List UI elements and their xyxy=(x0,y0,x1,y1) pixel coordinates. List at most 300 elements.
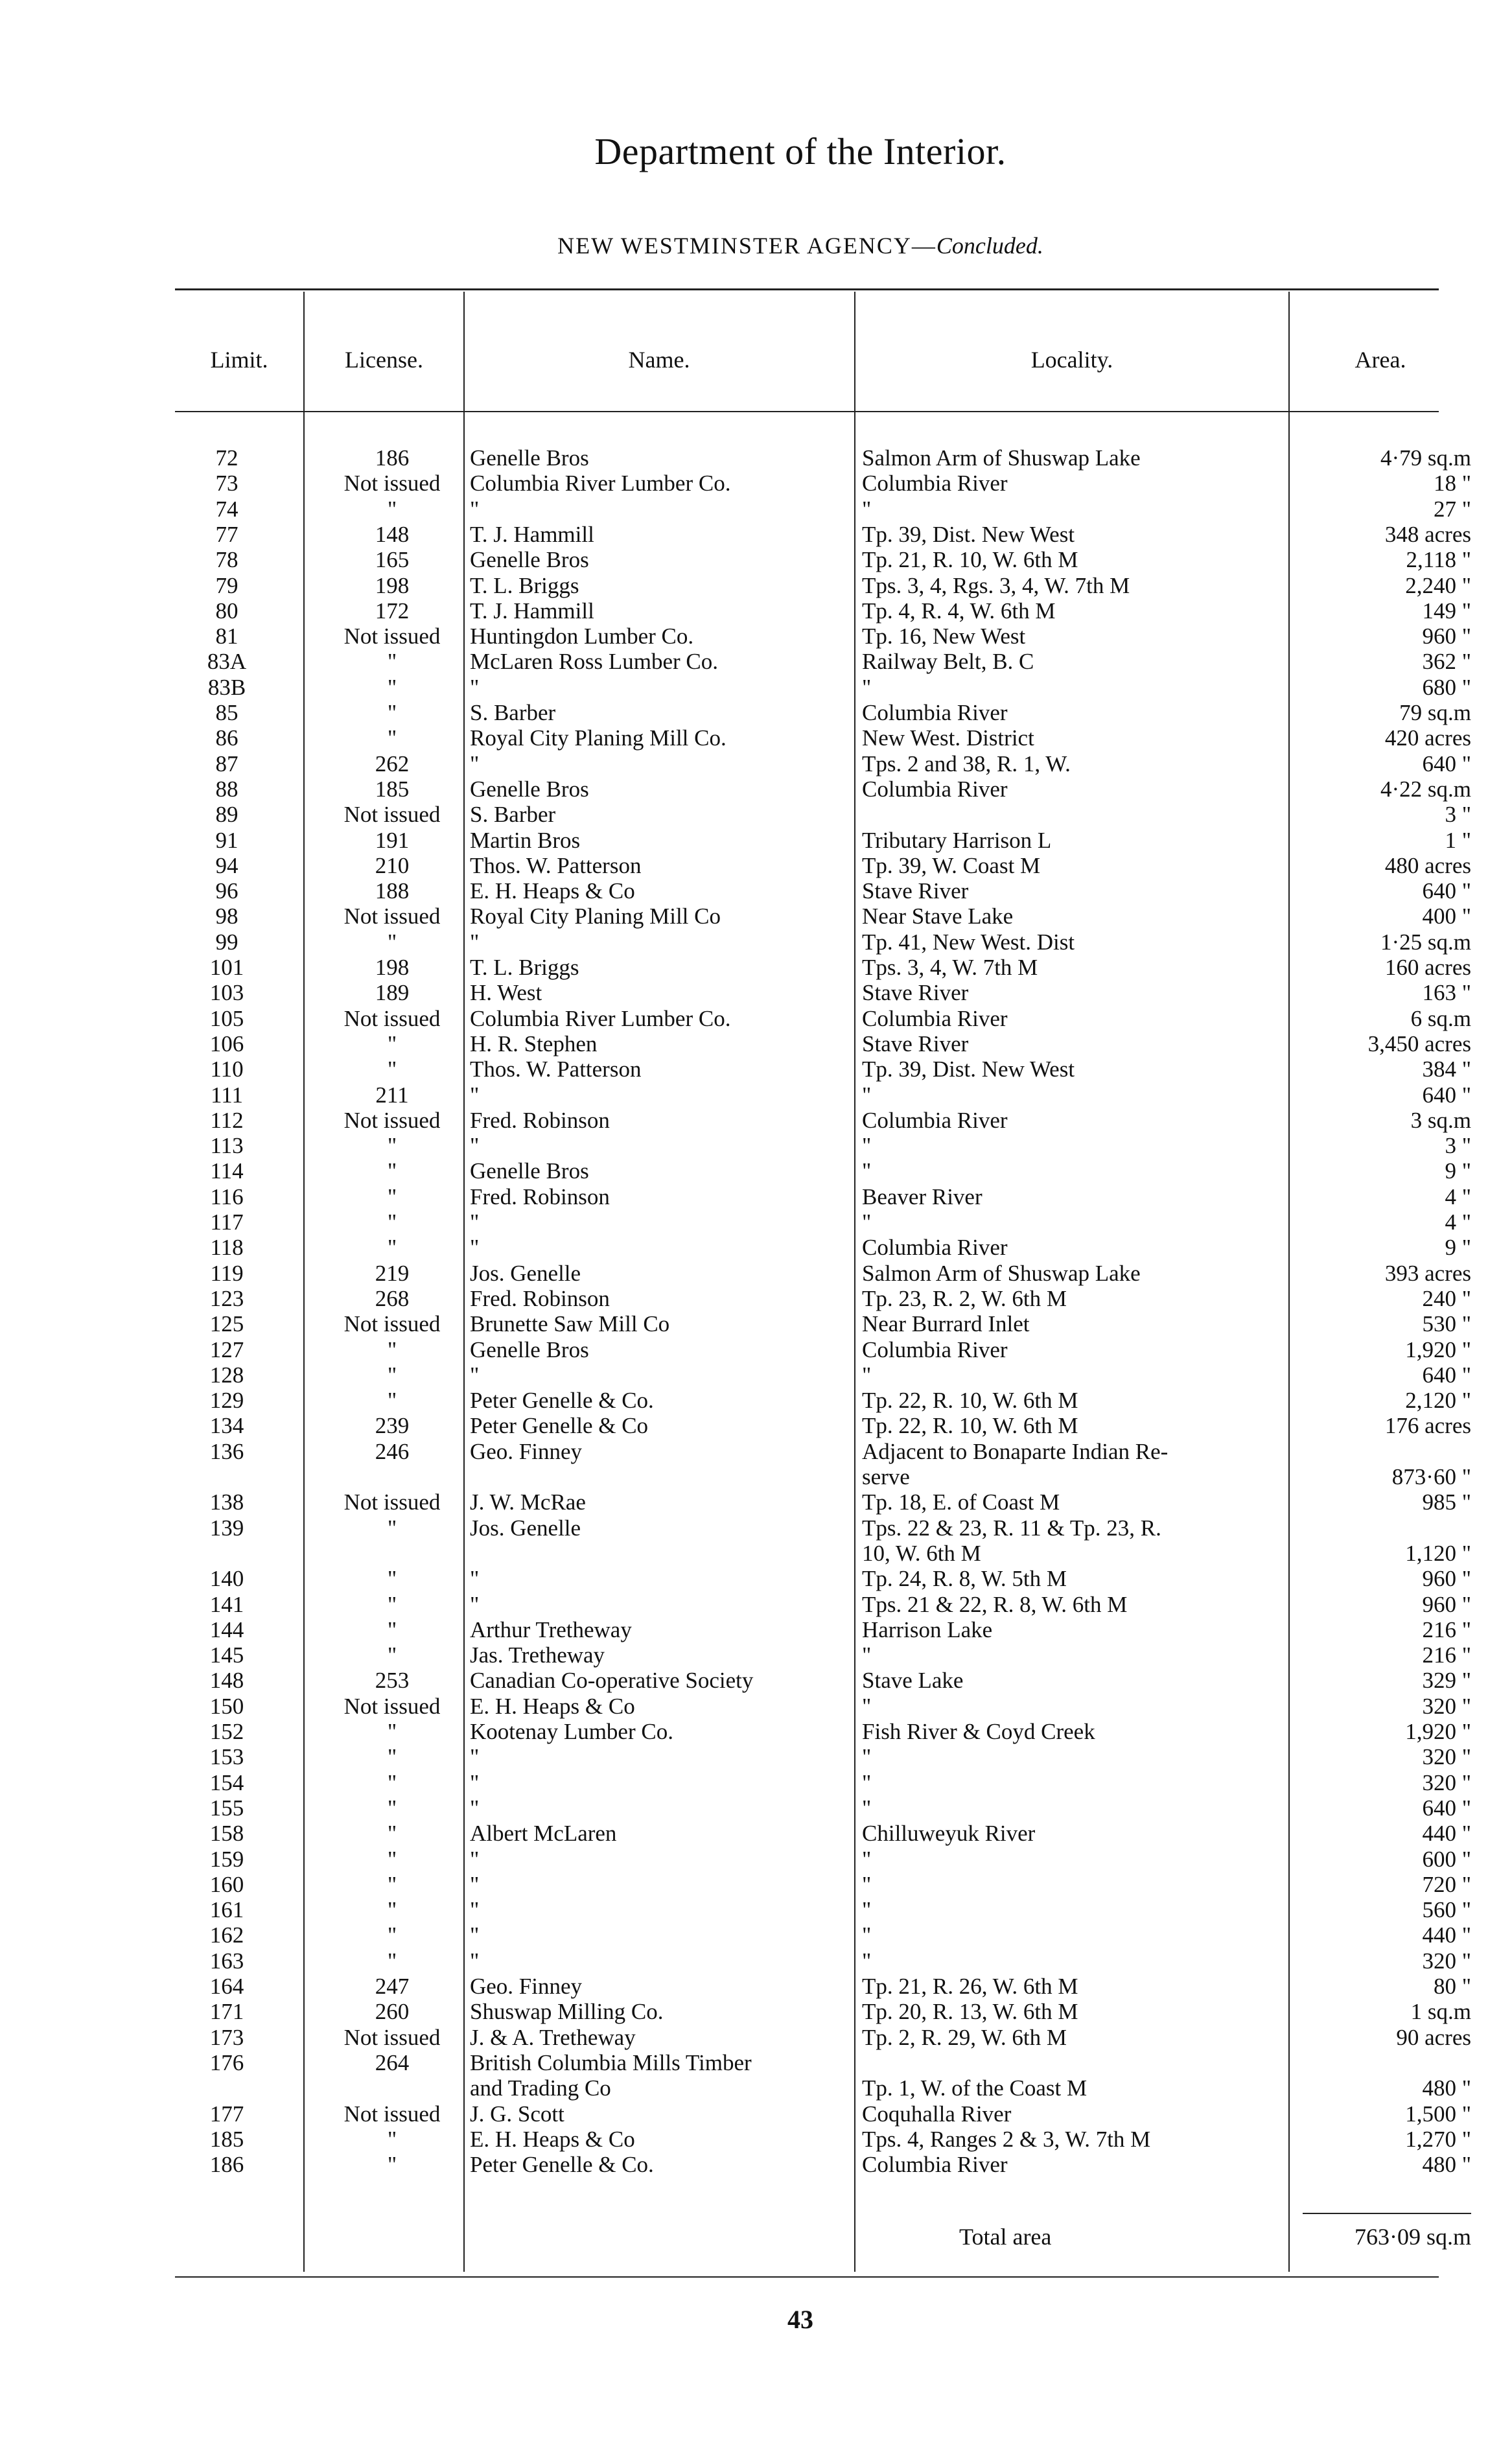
name-cell: Thos. W. Patterson xyxy=(470,852,642,878)
limit-cell: 74 xyxy=(215,496,238,522)
table-row xyxy=(0,547,1512,573)
locality-cell: Tributary Harrison L xyxy=(862,827,1052,853)
name-cell: Canadian Co-operative Society xyxy=(470,1668,754,1694)
limit-cell: 160 xyxy=(209,1871,244,1897)
license-cell: 191 xyxy=(375,827,410,853)
table-row xyxy=(0,1897,1512,1923)
locality-cell: Columbia River xyxy=(862,471,1008,496)
name-cell: " xyxy=(470,1566,480,1592)
header-top-rule xyxy=(175,288,1439,290)
area-cell: 320 " xyxy=(1422,1769,1471,1795)
name-cell: " xyxy=(470,1591,480,1617)
name-cell: Albert McLaren xyxy=(470,1821,617,1847)
locality-cell: Beaver River xyxy=(862,1184,983,1209)
limit-cell: 72 xyxy=(215,445,238,471)
name-cell: Thos. W. Patterson xyxy=(470,1056,642,1082)
license-cell: Not issued xyxy=(343,624,441,649)
license-cell: Not issued xyxy=(343,1107,441,1133)
table-row xyxy=(0,1439,1512,1465)
locality-cell: Tp. 1, W. of the Coast M xyxy=(862,2075,1087,2101)
table-row xyxy=(0,1006,1512,1032)
license-cell: 239 xyxy=(375,1413,410,1439)
name-cell: Geo. Finney xyxy=(470,1974,583,1999)
limit-cell: 186 xyxy=(209,2152,244,2178)
table-row xyxy=(0,1948,1512,1974)
table-row xyxy=(0,2127,1512,2153)
table-row xyxy=(0,496,1512,522)
locality-cell: " xyxy=(862,1158,872,1184)
license-cell: " xyxy=(387,1362,397,1388)
limit-cell: 106 xyxy=(209,1031,244,1056)
subtitle-concluded: Concluded. xyxy=(936,233,1043,259)
name-cell: " xyxy=(470,1795,480,1821)
limit-cell: 162 xyxy=(209,1922,244,1948)
table-row xyxy=(0,1515,1512,1541)
table-row xyxy=(0,1286,1512,1312)
area-cell: 6 sq.m xyxy=(1410,1005,1471,1031)
name-cell: E. H. Heaps & Co xyxy=(470,878,635,904)
table-row xyxy=(0,853,1512,879)
column-header-license: License. xyxy=(345,347,423,373)
name-cell: " xyxy=(470,929,480,955)
table-row xyxy=(0,1795,1512,1821)
area-cell: 160 acres xyxy=(1384,955,1471,980)
locality-cell: " xyxy=(862,674,872,700)
license-cell: " xyxy=(387,1056,397,1082)
limit-cell: 141 xyxy=(209,1591,244,1617)
license-cell: " xyxy=(387,1846,397,1872)
license-cell: 247 xyxy=(375,1974,410,1999)
table-row xyxy=(0,675,1512,701)
name-cell: Genelle Bros xyxy=(470,1158,589,1184)
license-cell: Not issued xyxy=(343,2024,441,2050)
license-cell: 198 xyxy=(375,572,410,598)
name-cell: Peter Genelle & Co. xyxy=(470,2152,654,2178)
table-row xyxy=(0,522,1512,548)
name-cell: " xyxy=(470,1769,480,1795)
locality-cell: Columbia River xyxy=(862,1005,1008,1031)
area-cell: 680 " xyxy=(1422,674,1471,700)
locality-cell: 10, W. 6th M xyxy=(862,1540,981,1566)
column-header-locality: Locality. xyxy=(1030,347,1113,373)
limit-cell: 91 xyxy=(215,827,238,853)
table-row xyxy=(0,751,1512,777)
locality-cell: " xyxy=(862,1897,872,1923)
locality-cell: " xyxy=(862,1642,872,1668)
name-cell: H. R. Stephen xyxy=(470,1031,598,1056)
column-header-area: Area. xyxy=(1355,347,1406,373)
area-cell: 2,118 " xyxy=(1406,547,1471,573)
table-row xyxy=(0,1694,1512,1720)
area-cell: 240 " xyxy=(1422,1285,1471,1311)
license-cell: " xyxy=(387,725,397,751)
table-row xyxy=(0,1362,1512,1388)
area-cell: 640 " xyxy=(1422,1362,1471,1388)
limit-cell: 85 xyxy=(215,700,238,725)
license-cell: 253 xyxy=(375,1668,410,1694)
area-cell: 1·25 sq.m xyxy=(1380,929,1471,955)
table-row xyxy=(0,1744,1512,1770)
table-row xyxy=(0,1668,1512,1694)
table-row xyxy=(0,1999,1512,2025)
table-row xyxy=(0,1235,1512,1261)
name-cell: " xyxy=(470,1362,480,1388)
locality-cell: " xyxy=(862,496,872,522)
locality-cell: " xyxy=(862,1846,872,1872)
name-cell: Genelle Bros xyxy=(470,1336,589,1362)
limit-cell: 153 xyxy=(209,1744,244,1770)
limit-cell: 83B xyxy=(207,674,246,700)
limit-cell: 112 xyxy=(210,1107,244,1133)
name-cell: " xyxy=(470,1922,480,1948)
table-row xyxy=(0,1974,1512,2000)
table-row xyxy=(0,802,1512,828)
license-cell: " xyxy=(387,1209,397,1235)
license-cell: 188 xyxy=(375,878,410,904)
limit-cell: 144 xyxy=(209,1616,244,1642)
license-cell: " xyxy=(387,2152,397,2178)
area-cell: 9 " xyxy=(1445,1158,1471,1184)
table-row xyxy=(0,1413,1512,1439)
name-cell: E. H. Heaps & Co xyxy=(470,2126,635,2152)
table-row xyxy=(0,828,1512,854)
locality-cell: Columbia River xyxy=(862,1235,1008,1261)
table-row xyxy=(0,1388,1512,1414)
table-row xyxy=(0,649,1512,675)
table-row xyxy=(0,598,1512,624)
license-cell: Not issued xyxy=(343,1693,441,1719)
table-row xyxy=(0,445,1512,471)
locality-cell: Tp. 18, E. of Coast M xyxy=(862,1489,1060,1515)
license-cell: " xyxy=(387,1031,397,1056)
limit-cell: 163 xyxy=(209,1948,244,1974)
area-cell: 329 " xyxy=(1422,1668,1471,1694)
name-cell: " xyxy=(470,1082,480,1108)
locality-cell: " xyxy=(862,1362,872,1388)
table-row xyxy=(0,1082,1512,1108)
name-cell: J. G. Scott xyxy=(470,2101,564,2127)
locality-cell: Chilluweyuk River xyxy=(862,1821,1036,1847)
name-cell: H. West xyxy=(470,980,542,1006)
table-row xyxy=(0,955,1512,981)
area-cell: 3,450 acres xyxy=(1367,1031,1471,1056)
area-cell: 1 " xyxy=(1445,827,1471,853)
locality-cell: Tp. 41, New West. Dist xyxy=(862,929,1075,955)
limit-cell: 161 xyxy=(209,1897,244,1923)
area-cell: 216 " xyxy=(1422,1642,1471,1668)
table-row xyxy=(0,1617,1512,1643)
name-cell: J. W. McRae xyxy=(470,1489,586,1515)
license-cell: 264 xyxy=(375,2049,410,2075)
table-row xyxy=(0,1337,1512,1363)
name-cell: Arthur Tretheway xyxy=(470,1616,632,1642)
limit-cell: 83A xyxy=(207,649,247,675)
total-rule xyxy=(1303,2213,1471,2214)
table-row xyxy=(0,1821,1512,1847)
limit-cell: 171 xyxy=(209,1999,244,2025)
name-cell: Genelle Bros xyxy=(470,445,589,471)
name-cell: British Columbia Mills Timber xyxy=(470,2049,752,2075)
table-row xyxy=(0,2075,1512,2101)
license-cell: " xyxy=(387,1642,397,1668)
license-cell: 198 xyxy=(375,955,410,980)
name-cell: T. L. Briggs xyxy=(470,955,579,980)
table-row xyxy=(0,471,1512,496)
area-cell: 2,240 " xyxy=(1405,572,1471,598)
locality-cell: Stave River xyxy=(862,980,969,1006)
locality-cell: Columbia River xyxy=(862,2152,1008,2178)
area-cell: 9 " xyxy=(1445,1235,1471,1261)
limit-cell: 80 xyxy=(215,598,238,624)
table-row xyxy=(0,878,1512,904)
name-cell: Royal City Planing Mill Co xyxy=(470,904,721,929)
table-row xyxy=(0,904,1512,929)
limit-cell: 117 xyxy=(210,1209,244,1235)
license-cell: " xyxy=(387,1821,397,1847)
area-cell: 320 " xyxy=(1422,1744,1471,1770)
limit-cell: 103 xyxy=(209,980,244,1006)
name-cell: " xyxy=(470,1846,480,1872)
total-area-label: Total area xyxy=(959,2224,1052,2250)
license-cell: 268 xyxy=(375,1285,410,1311)
limit-cell: 116 xyxy=(210,1184,244,1209)
locality-cell: " xyxy=(862,1922,872,1948)
license-cell: 185 xyxy=(375,776,410,802)
locality-cell: " xyxy=(862,1744,872,1770)
locality-cell: " xyxy=(862,1209,872,1235)
locality-cell: Columbia River xyxy=(862,700,1008,725)
table-row xyxy=(0,1847,1512,1873)
table-bottom-rule xyxy=(175,2276,1439,2278)
name-cell: Fred. Robinson xyxy=(470,1107,610,1133)
license-cell: " xyxy=(387,649,397,675)
limit-cell: 125 xyxy=(209,1311,244,1337)
area-cell: 600 " xyxy=(1422,1846,1471,1872)
area-cell: 1,920 " xyxy=(1405,1336,1471,1362)
license-cell: " xyxy=(387,1795,397,1821)
limit-cell: 152 xyxy=(209,1719,244,1744)
limit-cell: 88 xyxy=(215,776,238,802)
limit-cell: 129 xyxy=(209,1388,244,1414)
name-cell: Peter Genelle & Co. xyxy=(470,1388,654,1414)
locality-cell: Coquhalla River xyxy=(862,2101,1012,2127)
area-cell: 560 " xyxy=(1422,1897,1471,1923)
name-cell: " xyxy=(470,674,480,700)
name-cell: Shuswap Milling Co. xyxy=(470,1999,664,2025)
table-row xyxy=(0,700,1512,726)
name-cell: and Trading Co xyxy=(470,2075,611,2101)
area-cell: 480 " xyxy=(1422,2075,1471,2101)
limit-cell: 158 xyxy=(209,1821,244,1847)
area-cell: 530 " xyxy=(1422,1311,1471,1337)
locality-cell: Tp. 22, R. 10, W. 6th M xyxy=(862,1388,1078,1414)
agency-subtitle xyxy=(0,232,1512,259)
locality-cell: Stave River xyxy=(862,878,969,904)
table-row xyxy=(0,1566,1512,1592)
area-cell: 1,920 " xyxy=(1405,1719,1471,1744)
locality-cell: Columbia River xyxy=(862,1107,1008,1133)
locality-cell: Tp. 4, R. 4, W. 6th M xyxy=(862,598,1056,624)
license-cell: " xyxy=(387,1133,397,1159)
table-row xyxy=(0,1489,1512,1515)
table-row xyxy=(0,1031,1512,1057)
name-cell: Columbia River Lumber Co. xyxy=(470,471,731,496)
limit-cell: 155 xyxy=(209,1795,244,1821)
limit-cell: 136 xyxy=(209,1438,244,1464)
area-cell: 384 " xyxy=(1422,1056,1471,1082)
locality-cell: Tp. 16, New West xyxy=(862,624,1026,649)
area-cell: 4 " xyxy=(1445,1184,1471,1209)
license-cell: Not issued xyxy=(343,1311,441,1337)
page-title: Department of the Interior. xyxy=(594,130,1006,172)
locality-cell: Tps. 3, 4, W. 7th M xyxy=(862,955,1038,980)
license-cell: " xyxy=(387,1744,397,1770)
area-cell: 3 " xyxy=(1445,802,1471,828)
agency-name: NEW WESTMINSTER AGENCY— xyxy=(557,233,936,259)
area-cell: 149 " xyxy=(1422,598,1471,624)
license-cell: " xyxy=(387,1336,397,1362)
name-cell: Royal City Planing Mill Co. xyxy=(470,725,727,751)
area-cell: 1,270 " xyxy=(1405,2126,1471,2152)
name-cell: Genelle Bros xyxy=(470,547,589,573)
license-cell: 165 xyxy=(375,547,410,573)
license-cell: " xyxy=(387,1769,397,1795)
area-cell: 80 " xyxy=(1433,1974,1471,1999)
area-cell: 3 " xyxy=(1445,1133,1471,1159)
area-cell: 176 acres xyxy=(1384,1413,1471,1439)
area-cell: 348 acres xyxy=(1384,521,1471,547)
table-row xyxy=(0,1872,1512,1898)
limit-cell: 173 xyxy=(209,2024,244,2050)
locality-cell: Columbia River xyxy=(862,1336,1008,1362)
locality-cell: Tp. 21, R. 10, W. 6th M xyxy=(862,547,1078,573)
name-cell: " xyxy=(470,1744,480,1770)
license-cell: Not issued xyxy=(343,904,441,929)
table-row xyxy=(0,1311,1512,1337)
locality-cell: Tp. 22, R. 10, W. 6th M xyxy=(862,1413,1078,1439)
locality-cell: serve xyxy=(862,1464,910,1489)
limit-cell: 177 xyxy=(209,2101,244,2127)
locality-cell: " xyxy=(862,1871,872,1897)
table-row xyxy=(0,1209,1512,1235)
name-cell: " xyxy=(470,751,480,776)
table-row xyxy=(0,1922,1512,1948)
locality-cell: Near Stave Lake xyxy=(862,904,1014,929)
name-cell: Fred. Robinson xyxy=(470,1285,610,1311)
area-cell: 985 " xyxy=(1422,1489,1471,1515)
table-row xyxy=(0,1770,1512,1796)
area-cell: 1,500 " xyxy=(1405,2101,1471,2127)
area-cell: 960 " xyxy=(1422,1566,1471,1592)
area-cell: 4·79 sq.m xyxy=(1380,445,1471,471)
license-cell: 262 xyxy=(375,751,410,776)
license-cell: 148 xyxy=(375,521,410,547)
license-cell: Not issued xyxy=(343,471,441,496)
locality-cell: Adjacent to Bonaparte Indian Re- xyxy=(862,1438,1169,1464)
license-cell: " xyxy=(387,1235,397,1261)
area-cell: 393 acres xyxy=(1384,1260,1471,1286)
locality-cell: Tp. 24, R. 8, W. 5th M xyxy=(862,1566,1067,1592)
area-cell: 320 " xyxy=(1422,1693,1471,1719)
license-cell: 189 xyxy=(375,980,410,1006)
name-cell: T. L. Briggs xyxy=(470,572,579,598)
limit-cell: 148 xyxy=(209,1668,244,1694)
limit-cell: 127 xyxy=(209,1336,244,1362)
name-cell: " xyxy=(470,1871,480,1897)
locality-cell: " xyxy=(862,1693,872,1719)
table-row xyxy=(0,725,1512,751)
license-cell: 260 xyxy=(375,1999,410,2025)
table-row xyxy=(0,1261,1512,1287)
name-cell: Huntingdon Lumber Co. xyxy=(470,624,694,649)
limit-cell: 110 xyxy=(210,1056,244,1082)
name-cell: Genelle Bros xyxy=(470,776,589,802)
name-cell: Kootenay Lumber Co. xyxy=(470,1719,673,1744)
license-cell: " xyxy=(387,1515,397,1541)
limit-cell: 94 xyxy=(215,852,238,878)
license-cell: 246 xyxy=(375,1438,410,1464)
page-number: 43 xyxy=(787,2305,813,2334)
limit-cell: 77 xyxy=(215,521,238,547)
area-cell: 440 " xyxy=(1422,1821,1471,1847)
header-bottom-rule xyxy=(175,411,1439,412)
license-cell: " xyxy=(387,1719,397,1744)
license-cell: " xyxy=(387,1388,397,1414)
table-row xyxy=(0,1592,1512,1618)
table-row xyxy=(0,1464,1512,1490)
license-cell: " xyxy=(387,496,397,522)
locality-cell: Tps. 21 & 22, R. 8, W. 6th M xyxy=(862,1591,1128,1617)
locality-cell: Stave Lake xyxy=(862,1668,964,1694)
area-cell: 1,120 " xyxy=(1405,1540,1471,1566)
area-cell: 873·60 " xyxy=(1391,1464,1471,1489)
area-cell: 480 " xyxy=(1422,2152,1471,2178)
name-cell: Fred. Robinson xyxy=(470,1184,610,1209)
limit-cell: 138 xyxy=(209,1489,244,1515)
table-row xyxy=(0,573,1512,599)
limit-cell: 176 xyxy=(209,2049,244,2075)
area-cell: 960 " xyxy=(1422,624,1471,649)
table-row xyxy=(0,1108,1512,1134)
license-cell: " xyxy=(387,1871,397,1897)
name-cell: Jas. Tretheway xyxy=(470,1642,605,1668)
area-cell: 320 " xyxy=(1422,1948,1471,1974)
area-cell: 4 " xyxy=(1445,1209,1471,1235)
limit-cell: 119 xyxy=(210,1260,244,1286)
limit-cell: 114 xyxy=(210,1158,244,1184)
table-row xyxy=(0,1541,1512,1567)
limit-cell: 118 xyxy=(210,1235,244,1261)
license-cell: " xyxy=(387,1948,397,1974)
locality-cell: Railway Belt, B. C xyxy=(862,649,1034,675)
name-cell: J. & A. Tretheway xyxy=(470,2024,636,2050)
license-cell: " xyxy=(387,1922,397,1948)
locality-cell: Fish River & Coyd Creek xyxy=(862,1719,1095,1744)
license-cell: Not issued xyxy=(343,1489,441,1515)
name-cell: T. J. Hammill xyxy=(470,598,594,624)
limit-cell: 81 xyxy=(215,624,238,649)
name-cell: " xyxy=(470,1948,480,1974)
limit-cell: 99 xyxy=(215,929,238,955)
locality-cell: Salmon Arm of Shuswap Lake xyxy=(862,1260,1141,1286)
name-cell: " xyxy=(470,1897,480,1923)
column-header-name: Name. xyxy=(628,347,690,373)
license-cell: 210 xyxy=(375,852,410,878)
license-cell: " xyxy=(387,1897,397,1923)
name-cell: Jos. Genelle xyxy=(470,1515,581,1541)
name-cell: " xyxy=(470,1209,480,1235)
limit-cell: 134 xyxy=(209,1413,244,1439)
